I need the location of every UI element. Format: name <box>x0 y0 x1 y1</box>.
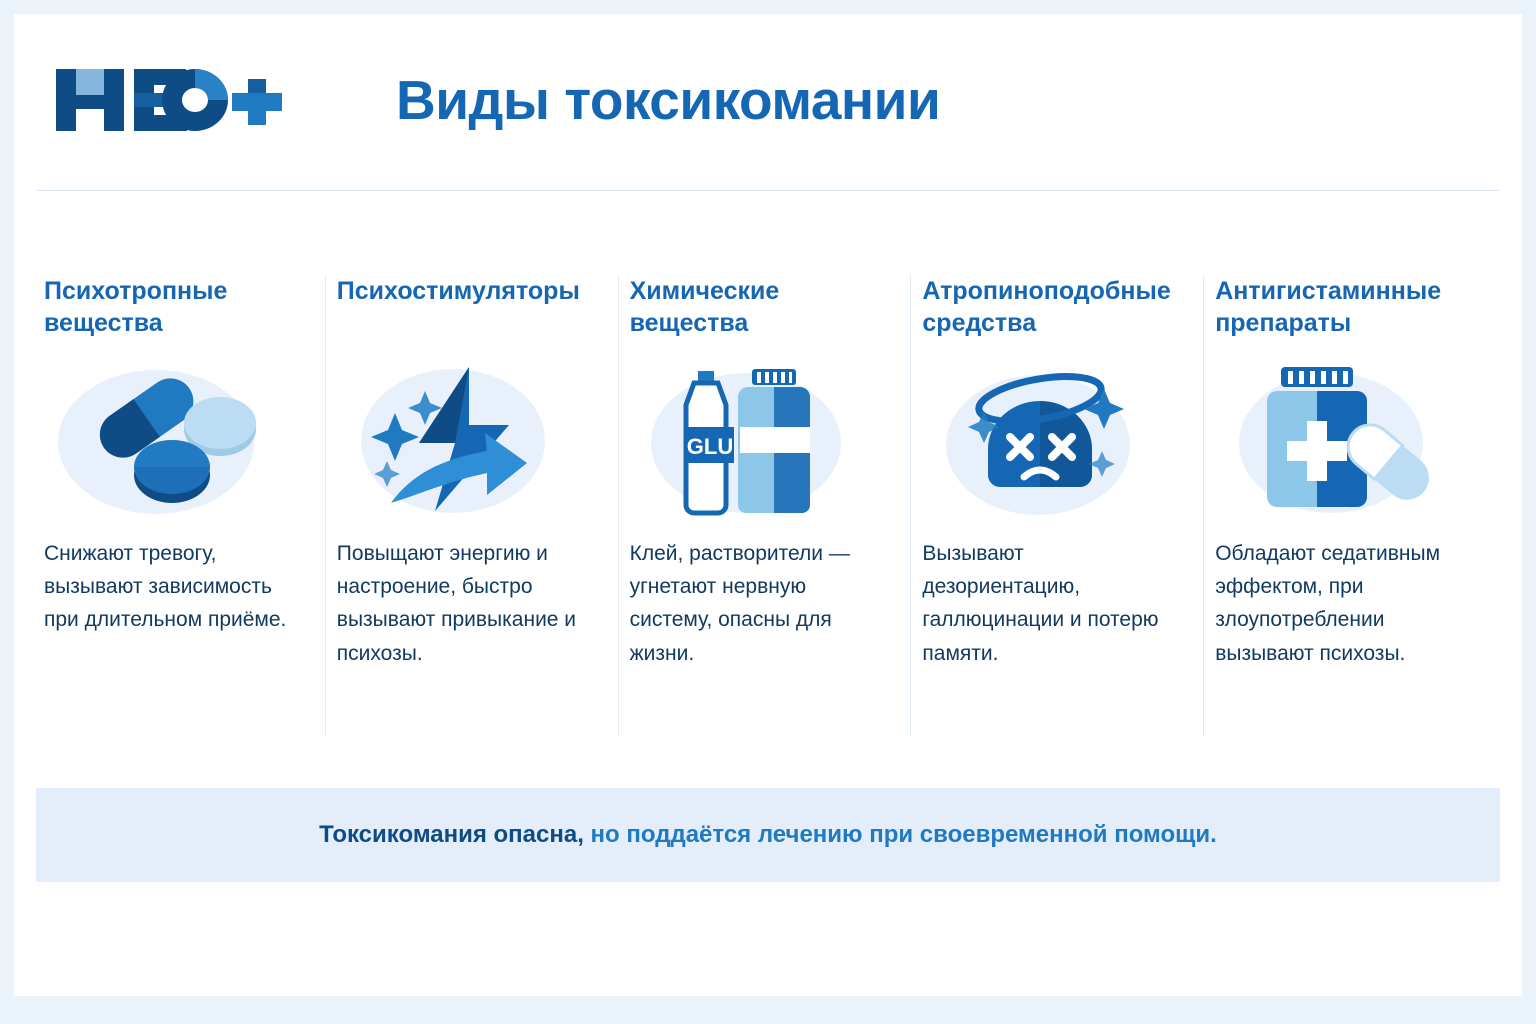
glue-label: GLU <box>686 433 733 459</box>
category-text: Снижают тревогу, вызывают зависимость при длительном приёме. <box>44 542 287 632</box>
header-divider <box>36 190 1500 191</box>
category-text: Обладают седативным эффектом, при злоупотреблении вызывают психозы. <box>1215 542 1441 665</box>
pills-and-tablets-icon <box>44 347 305 537</box>
banner-text <box>319 821 1217 849</box>
category-text: Повыщают энергию и настроение, быстро вызывают привыкание и психозы. <box>336 542 577 665</box>
category-title: Антигистаминные препараты <box>1215 277 1442 337</box>
top-band <box>0 0 1536 14</box>
glue-and-solvent-bottles-icon <box>630 347 891 537</box>
category-psychotropic <box>36 275 329 745</box>
category-text: Вызывают дезориентацию, галлюцинации и потерю памяти. <box>922 542 1159 665</box>
bottom-band <box>0 996 1536 1024</box>
category-chemicals <box>622 275 915 745</box>
lightning-bolt-arrow-icon <box>337 347 598 537</box>
left-band <box>0 0 14 1024</box>
category-atropine <box>914 275 1207 745</box>
medicine-bottle-capsule-icon <box>1215 347 1476 537</box>
header <box>36 40 1500 160</box>
page-title: Виды токсикомании <box>396 69 941 131</box>
category-title: Психостимуляторы <box>336 277 580 305</box>
banner-bold-part: Токсикомания опасна, <box>319 821 584 848</box>
category-title: Химические вещества <box>629 277 780 337</box>
categories-row <box>36 275 1500 745</box>
category-stimulants <box>329 275 622 745</box>
neo-plus-logo <box>36 65 296 135</box>
right-band <box>1522 0 1536 1024</box>
category-title: Психотропные вещества <box>44 277 228 337</box>
footer-banner <box>36 788 1500 882</box>
category-title: Атропиноподобные средства <box>922 277 1171 337</box>
dizzy-head-icon <box>922 347 1183 537</box>
banner-rest-part: но поддаётся лечению при своевременной помощи. <box>583 821 1217 848</box>
category-text: Клей, растворители — угнетают нервную систему, опасны для жизни. <box>629 542 850 665</box>
category-antihistamines <box>1207 275 1500 745</box>
